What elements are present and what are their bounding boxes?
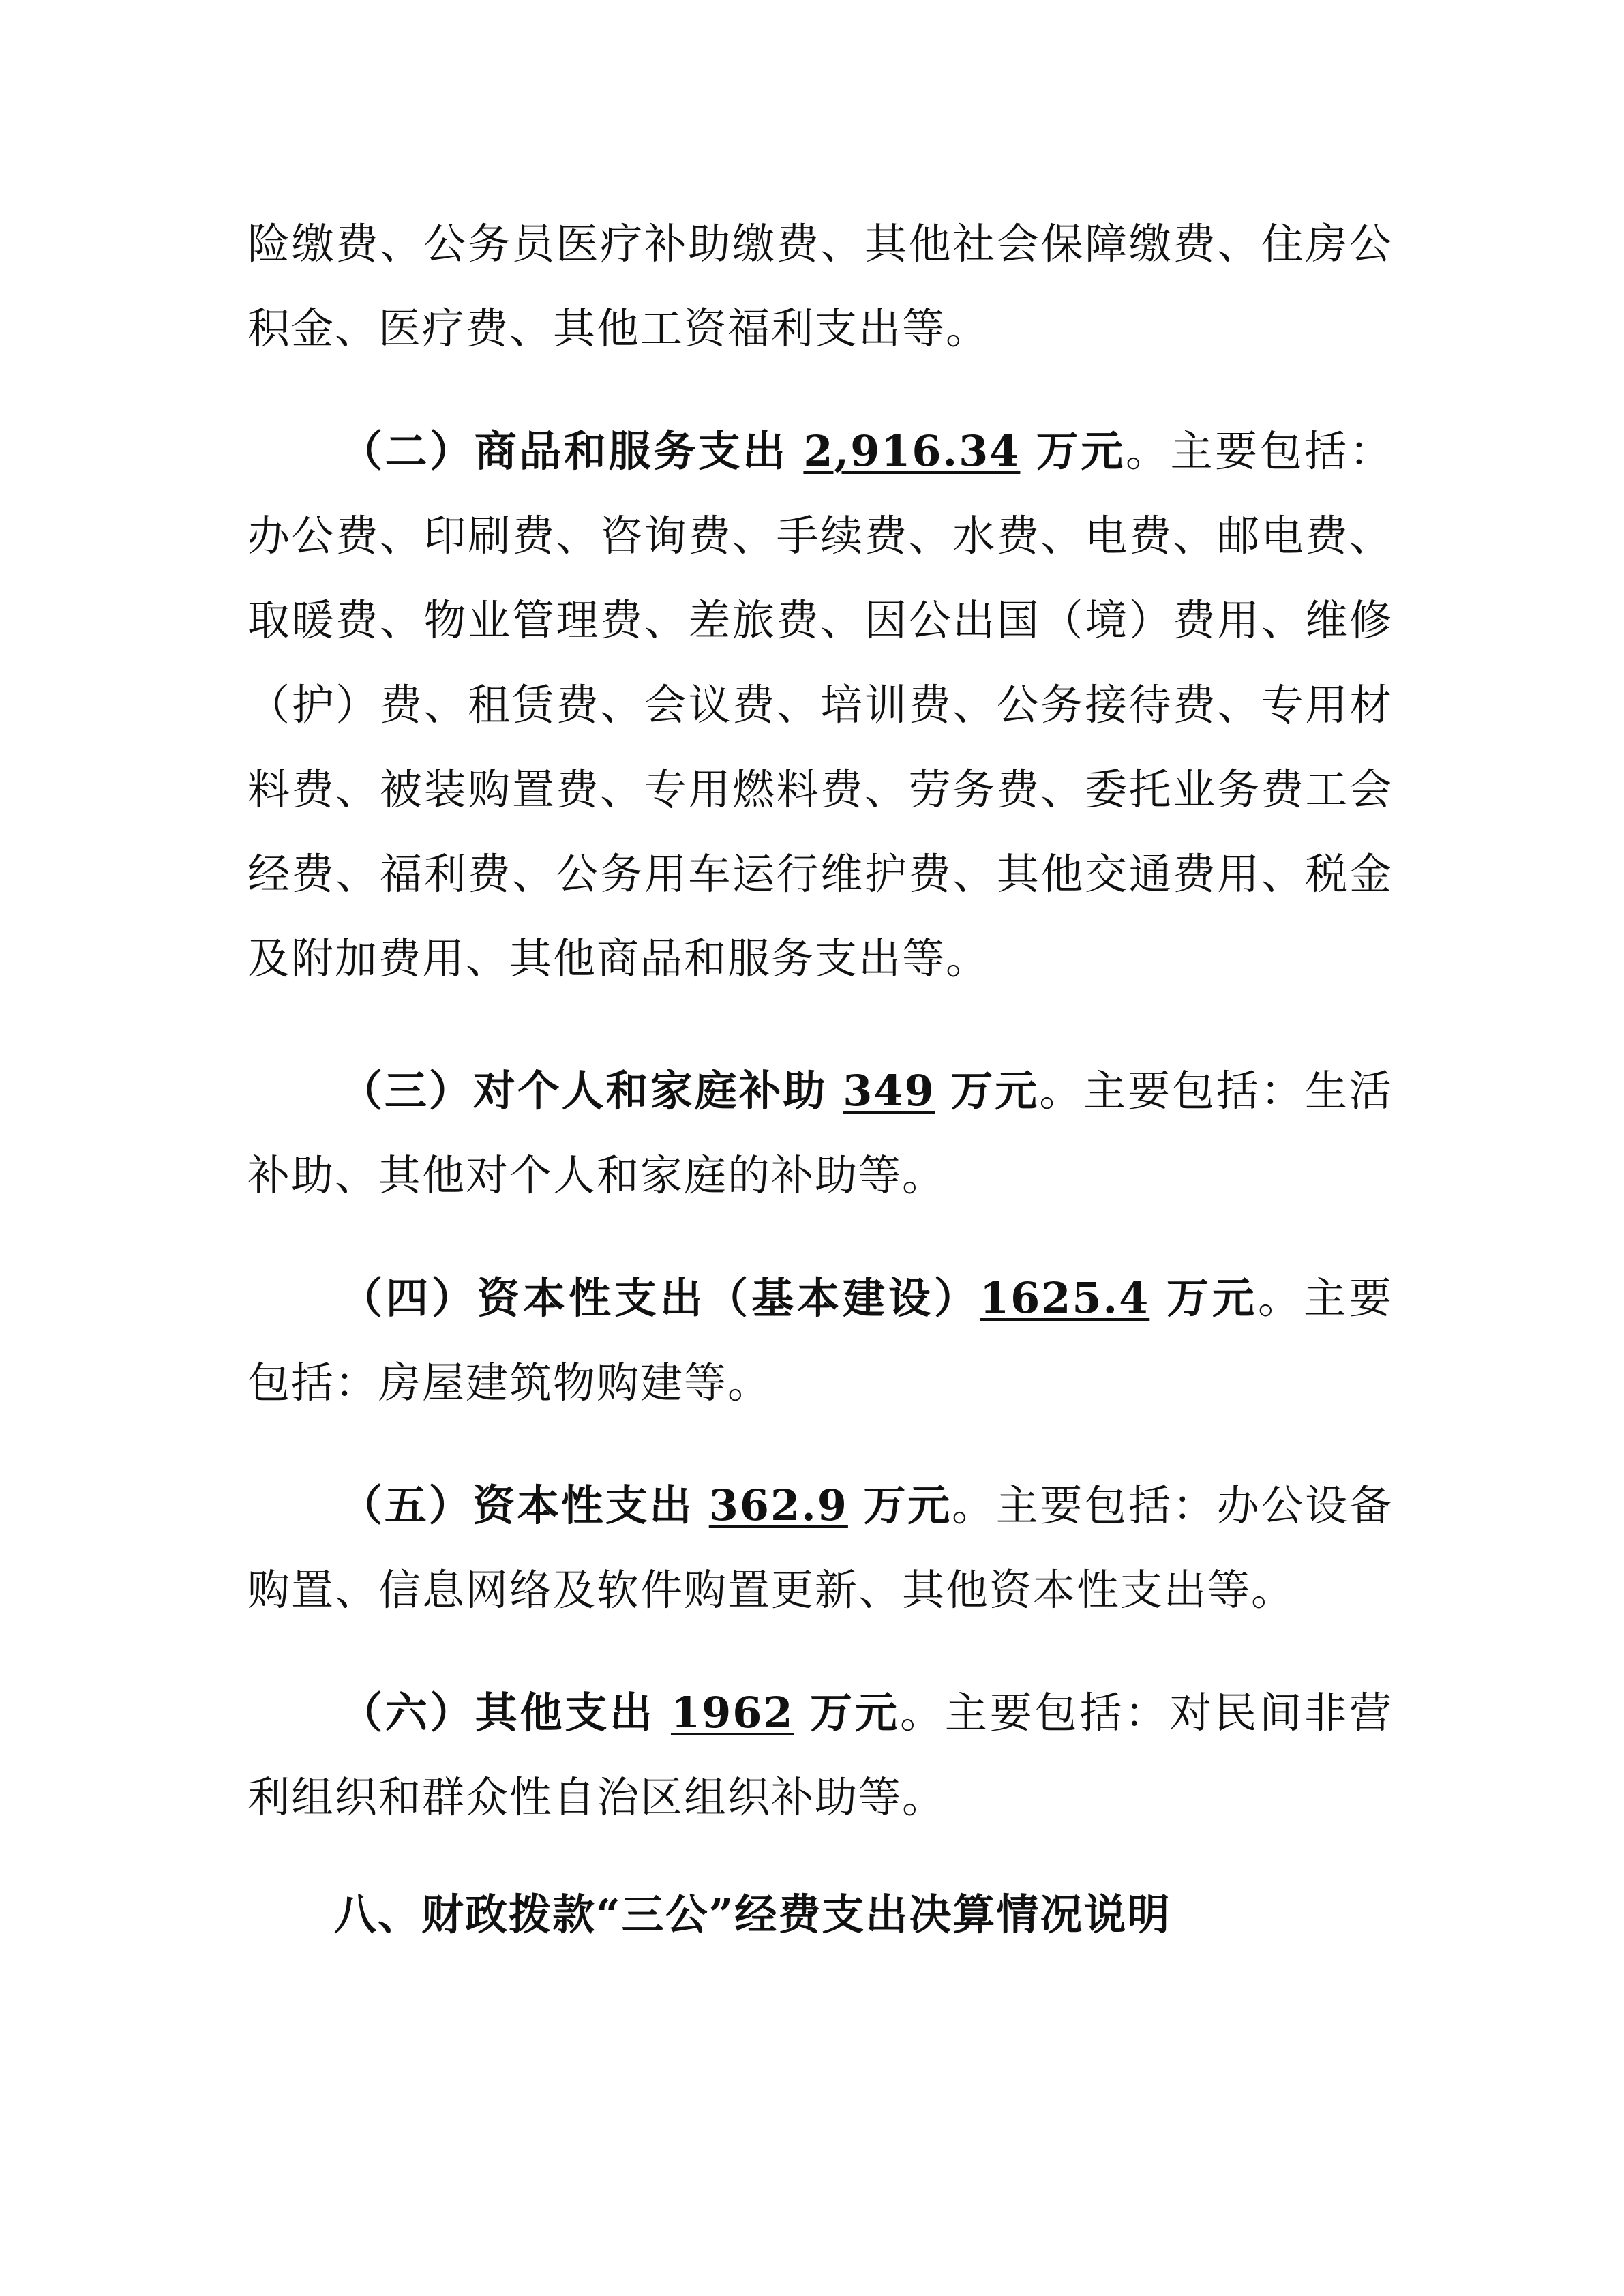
item-amount: 349 [843,1066,935,1116]
section-heading: 八、财政拨款“三公”经费支出决算情况说明 [334,1890,1171,1939]
item-description: 。主要包括：办公设备购置、信息网络及软件购置更新、其他资本性支出等。 [247,1480,1393,1615]
item-description: 。主要包括：办公费、印刷费、咨询费、手续费、水费、电费、邮电费、取暖费、物业管理费、差旅费、因公出国（境）费用、维修（护）费、租赁费、会议费、培训费、公务接待费、专用材料费、被装购置费、专用燃料费、劳务费、委托业务费工会经费、福利费、公务用车运行维护费、其他交通费用、税金及附加费用、其他商品和服务支出等。 [247,426,1393,983]
item-amount: 362.9 [708,1480,848,1530]
item-label: （四）资本性支出（基本建设） [340,1273,980,1323]
item-unit: 万元 [863,1480,952,1530]
paragraph-text: 险缴费、公务员医疗补助缴费、其他社会保障缴费、住房公积金、医疗费、其他工资福利支出等。 [247,219,1393,353]
paragraph-capital-expenditure [247,1463,1393,1632]
item-unit: 万元 [1166,1273,1258,1323]
item-unit: 万元 [1036,426,1126,476]
paragraph-goods-services [247,409,1393,1001]
item-unit: 万元 [950,1066,1040,1116]
item-description: 。主要包括：对民间非营利组织和群众性自治区组织补助等。 [247,1688,1393,1822]
item-label: （三）对个人和家庭补助 [340,1066,828,1116]
item-amount: 1625.4 [979,1273,1150,1323]
paragraph-other-expenditure [247,1671,1393,1840]
item-unit: 万元 [810,1688,900,1738]
item-amount: 2,916.34 [803,426,1021,476]
item-label: （六）其他支出 [340,1688,655,1738]
paragraph-household-subsidy [247,1049,1393,1218]
item-description: 。主要包括：房屋建筑物购建等。 [247,1273,1393,1407]
item-label: （二）商品和服务支出 [340,426,788,476]
paragraph-continuation [247,202,1393,371]
item-description: 。主要包括：生活补助、其他对个人和家庭的补助等。 [247,1066,1393,1200]
item-label: （五）资本性支出 [340,1480,694,1530]
paragraph-capital-construction [247,1256,1393,1425]
item-amount: 1962 [670,1688,794,1738]
